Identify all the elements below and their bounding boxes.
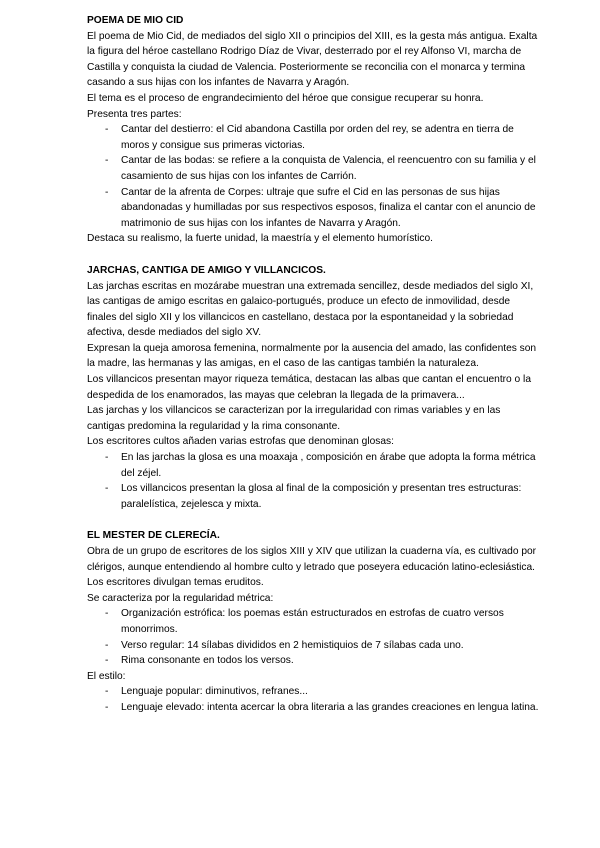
section-title: POEMA DE MIO CID xyxy=(87,15,184,26)
paragraph: Las jarchas escritas en mozárabe muestran una extremada sencillez, desde mediados del siglo XI, las cantigas de amigo escritas en galaico-portugués, produce un efecto de inmovilidad, desde finales del siglo XII y los villancicos en castellano, destaca por la espontaneidad y la sobriedad afectiva, desde mediados del siglo XV. xyxy=(87,280,534,339)
list-item-text: Organización estrófica: los poemas están estructurados en estrofas de cuatro versos monorrimos. xyxy=(121,608,504,635)
list-item xyxy=(87,700,540,716)
dash-marker: - xyxy=(105,639,109,651)
dash-marker: - xyxy=(105,124,109,136)
list-item-text: Cantar de la afrenta de Corpes: ultraje que sufre el Cid en las personas de sus hijas abandonadas y humilladas por sus respectivos esposos, finaliza el cantar con el anuncio de matrimonio de sus hijas con los infantes de Navarra y Aragón. xyxy=(121,186,536,229)
paragraph: El estilo: xyxy=(87,670,126,682)
paragraph: Destaca su realismo, la fuerte unidad, la maestría y el elemento humorístico. xyxy=(87,233,433,245)
paragraph: Se caracteriza por la regularidad métrica: xyxy=(87,592,274,604)
dash-marker: - xyxy=(105,608,109,620)
dash-marker: - xyxy=(105,483,109,495)
list-item-text: Verso regular: 14 sílabas divididos en 2 hemistiquios de 7 sílabas cada uno. xyxy=(121,639,464,651)
bullet-list xyxy=(87,606,540,668)
paragraph: Las jarchas y los villancicos se caracterizan por la irregularidad con rimas variables y en las cantigas predomina la regularidad y la rima consonante. xyxy=(87,405,501,432)
list-item xyxy=(87,122,540,153)
list-item xyxy=(87,450,540,481)
section-mester-clerecia xyxy=(87,528,540,715)
dash-marker: - xyxy=(105,452,109,464)
dash-marker: - xyxy=(105,155,109,167)
list-item xyxy=(87,153,540,184)
bullet-list xyxy=(87,122,540,231)
dash-marker: - xyxy=(105,655,109,667)
list-item xyxy=(87,185,540,232)
list-item xyxy=(87,653,540,669)
section-title: JARCHAS, CANTIGA DE AMIGO Y VILLANCICOS. xyxy=(87,264,326,276)
list-item-text: Cantar de las bodas: se refiere a la conquista de Valencia, el reencuentro con su familia y el casamiento de sus hijas con los infantes de Carrión. xyxy=(121,155,536,182)
list-item-text: Lenguaje popular: diminutivos, refranes... xyxy=(121,686,308,698)
section-poema-mio-cid xyxy=(87,13,540,247)
paragraph: El poema de Mio Cid, de mediados del siglo XII o principios del XIII, es la gesta más antigua. Exalta la figura del héroe castellano Rodrigo Díaz de Vivar, desterrado por el rey Alfonso VI, marcha de Castilla y conquista la ciudad de Valencia. Posteriormente se reconcilia con el monarca y termina casando a sus hijas con los infantes de Navarra y Aragón. xyxy=(87,30,538,89)
list-item xyxy=(87,638,540,654)
paragraph: Obra de un grupo de escritores de los siglos XIII y XIV que utilizan la cuaderna vía, es cultivado por clérigos, aunque entendiendo al hombre culto y letrado que poseyera educación latino-eclesiástica. Los escritores divulgan temas eruditos. xyxy=(87,546,537,589)
list-item-text: En las jarchas la glosa es una moaxaja , composición en árabe que adopta la forma métrica del zéjel. xyxy=(121,452,536,479)
paragraph: Presenta tres partes: xyxy=(87,108,182,120)
list-item xyxy=(87,684,540,700)
list-item-text: Los villancicos presentan la glosa al final de la composición y presentan tres estructuras: paralelística, zejelesca y mixta. xyxy=(121,483,522,510)
section-title: EL MESTER DE CLERECÍA. xyxy=(87,530,220,542)
list-item-text: Cantar del destierro: el Cid abandona Castilla por orden del rey, se adentra en tierra de moros y consigue sus primeras victorias. xyxy=(121,124,514,151)
list-item-text: Lenguaje elevado: intenta acercar la obra literaria a las grandes creaciones en lengua latina. xyxy=(121,701,539,713)
paragraph: Los escritores cultos añaden varias estrofas que denominan glosas: xyxy=(87,436,394,448)
list-item xyxy=(87,481,540,512)
bullet-list xyxy=(87,684,540,715)
dash-marker: - xyxy=(105,686,109,698)
list-item-text: Rima consonante en todos los versos. xyxy=(121,655,294,667)
paragraph: Expresan la queja amorosa femenina, normalmente por la ausencia del amado, las confidentes son la madre, las hermanas y las amigas, en el caso de las cantigas también la naturaleza. xyxy=(87,342,537,370)
list-item xyxy=(87,606,540,637)
dash-marker: - xyxy=(105,186,109,198)
paragraph: Los villancicos presentan mayor riqueza temática, destacan las albas que cantan el encuentro o la despedida de los enamorados, las mayas que celebran la llegada de la primavera... xyxy=(87,374,531,401)
section-jarchas xyxy=(87,263,540,513)
bullet-list xyxy=(87,450,540,512)
dash-marker: - xyxy=(105,701,109,713)
paragraph: El tema es el proceso de engrandecimiento del héroe que consigue recuperar su honra. xyxy=(87,92,484,104)
